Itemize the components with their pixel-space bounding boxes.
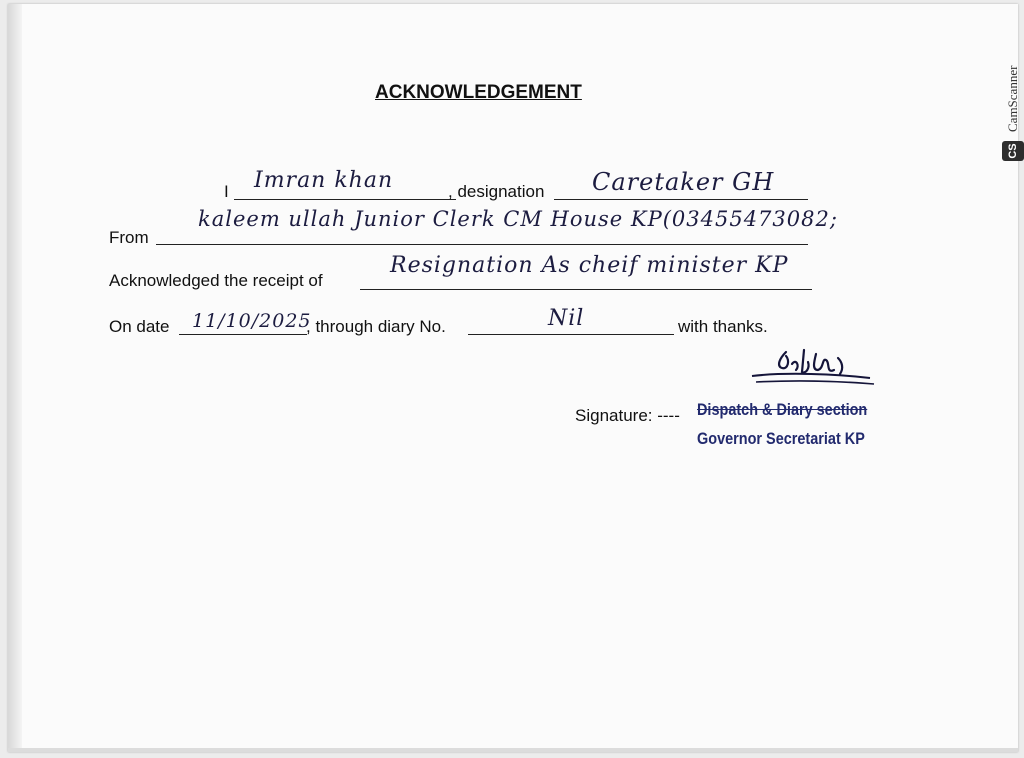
handwritten-signature (746, 344, 876, 392)
document-page (8, 4, 1018, 752)
handwritten-designation: Caretaker GH (592, 168, 775, 196)
scan-edge-shadow (8, 4, 22, 752)
handwritten-name: Imran khan (254, 168, 394, 193)
diary-underline (468, 334, 674, 335)
receipt-underline (360, 289, 812, 290)
from-label: From (109, 228, 149, 247)
date-underline (179, 334, 307, 335)
name-prefix: I (224, 182, 229, 201)
from-underline (156, 244, 808, 245)
designation-label: , designation (448, 182, 545, 201)
camscanner-logo-icon: CS (1002, 141, 1024, 161)
date-label: On date (109, 317, 170, 336)
document-title: ACKNOWLEDGEMENT (375, 82, 582, 103)
designation-underline (554, 199, 808, 200)
handwritten-from: kaleem ullah Junior Clerk CM House KP(03455473082; (198, 207, 838, 231)
handwritten-date: 11/10/2025 (192, 310, 312, 332)
diary-label: , through diary No. (306, 317, 446, 336)
name-underline (234, 199, 456, 200)
stamp-line-1: Dispatch & Diary section (697, 400, 868, 419)
stamp-line-2: Governor Secretariat KP (697, 429, 865, 448)
receipt-label: Acknowledged the receipt of (109, 271, 323, 290)
handwritten-diary-no: Nil (548, 306, 585, 331)
thanks-label: with thanks. (678, 317, 768, 336)
camscanner-watermark (1002, 12, 1024, 162)
scan-bottom-edge (8, 748, 1018, 752)
signature-label: Signature: ---- (575, 406, 680, 425)
handwritten-receipt: Resignation As cheif minister KP (390, 253, 789, 278)
camscanner-text: CamScanner (1005, 65, 1020, 132)
